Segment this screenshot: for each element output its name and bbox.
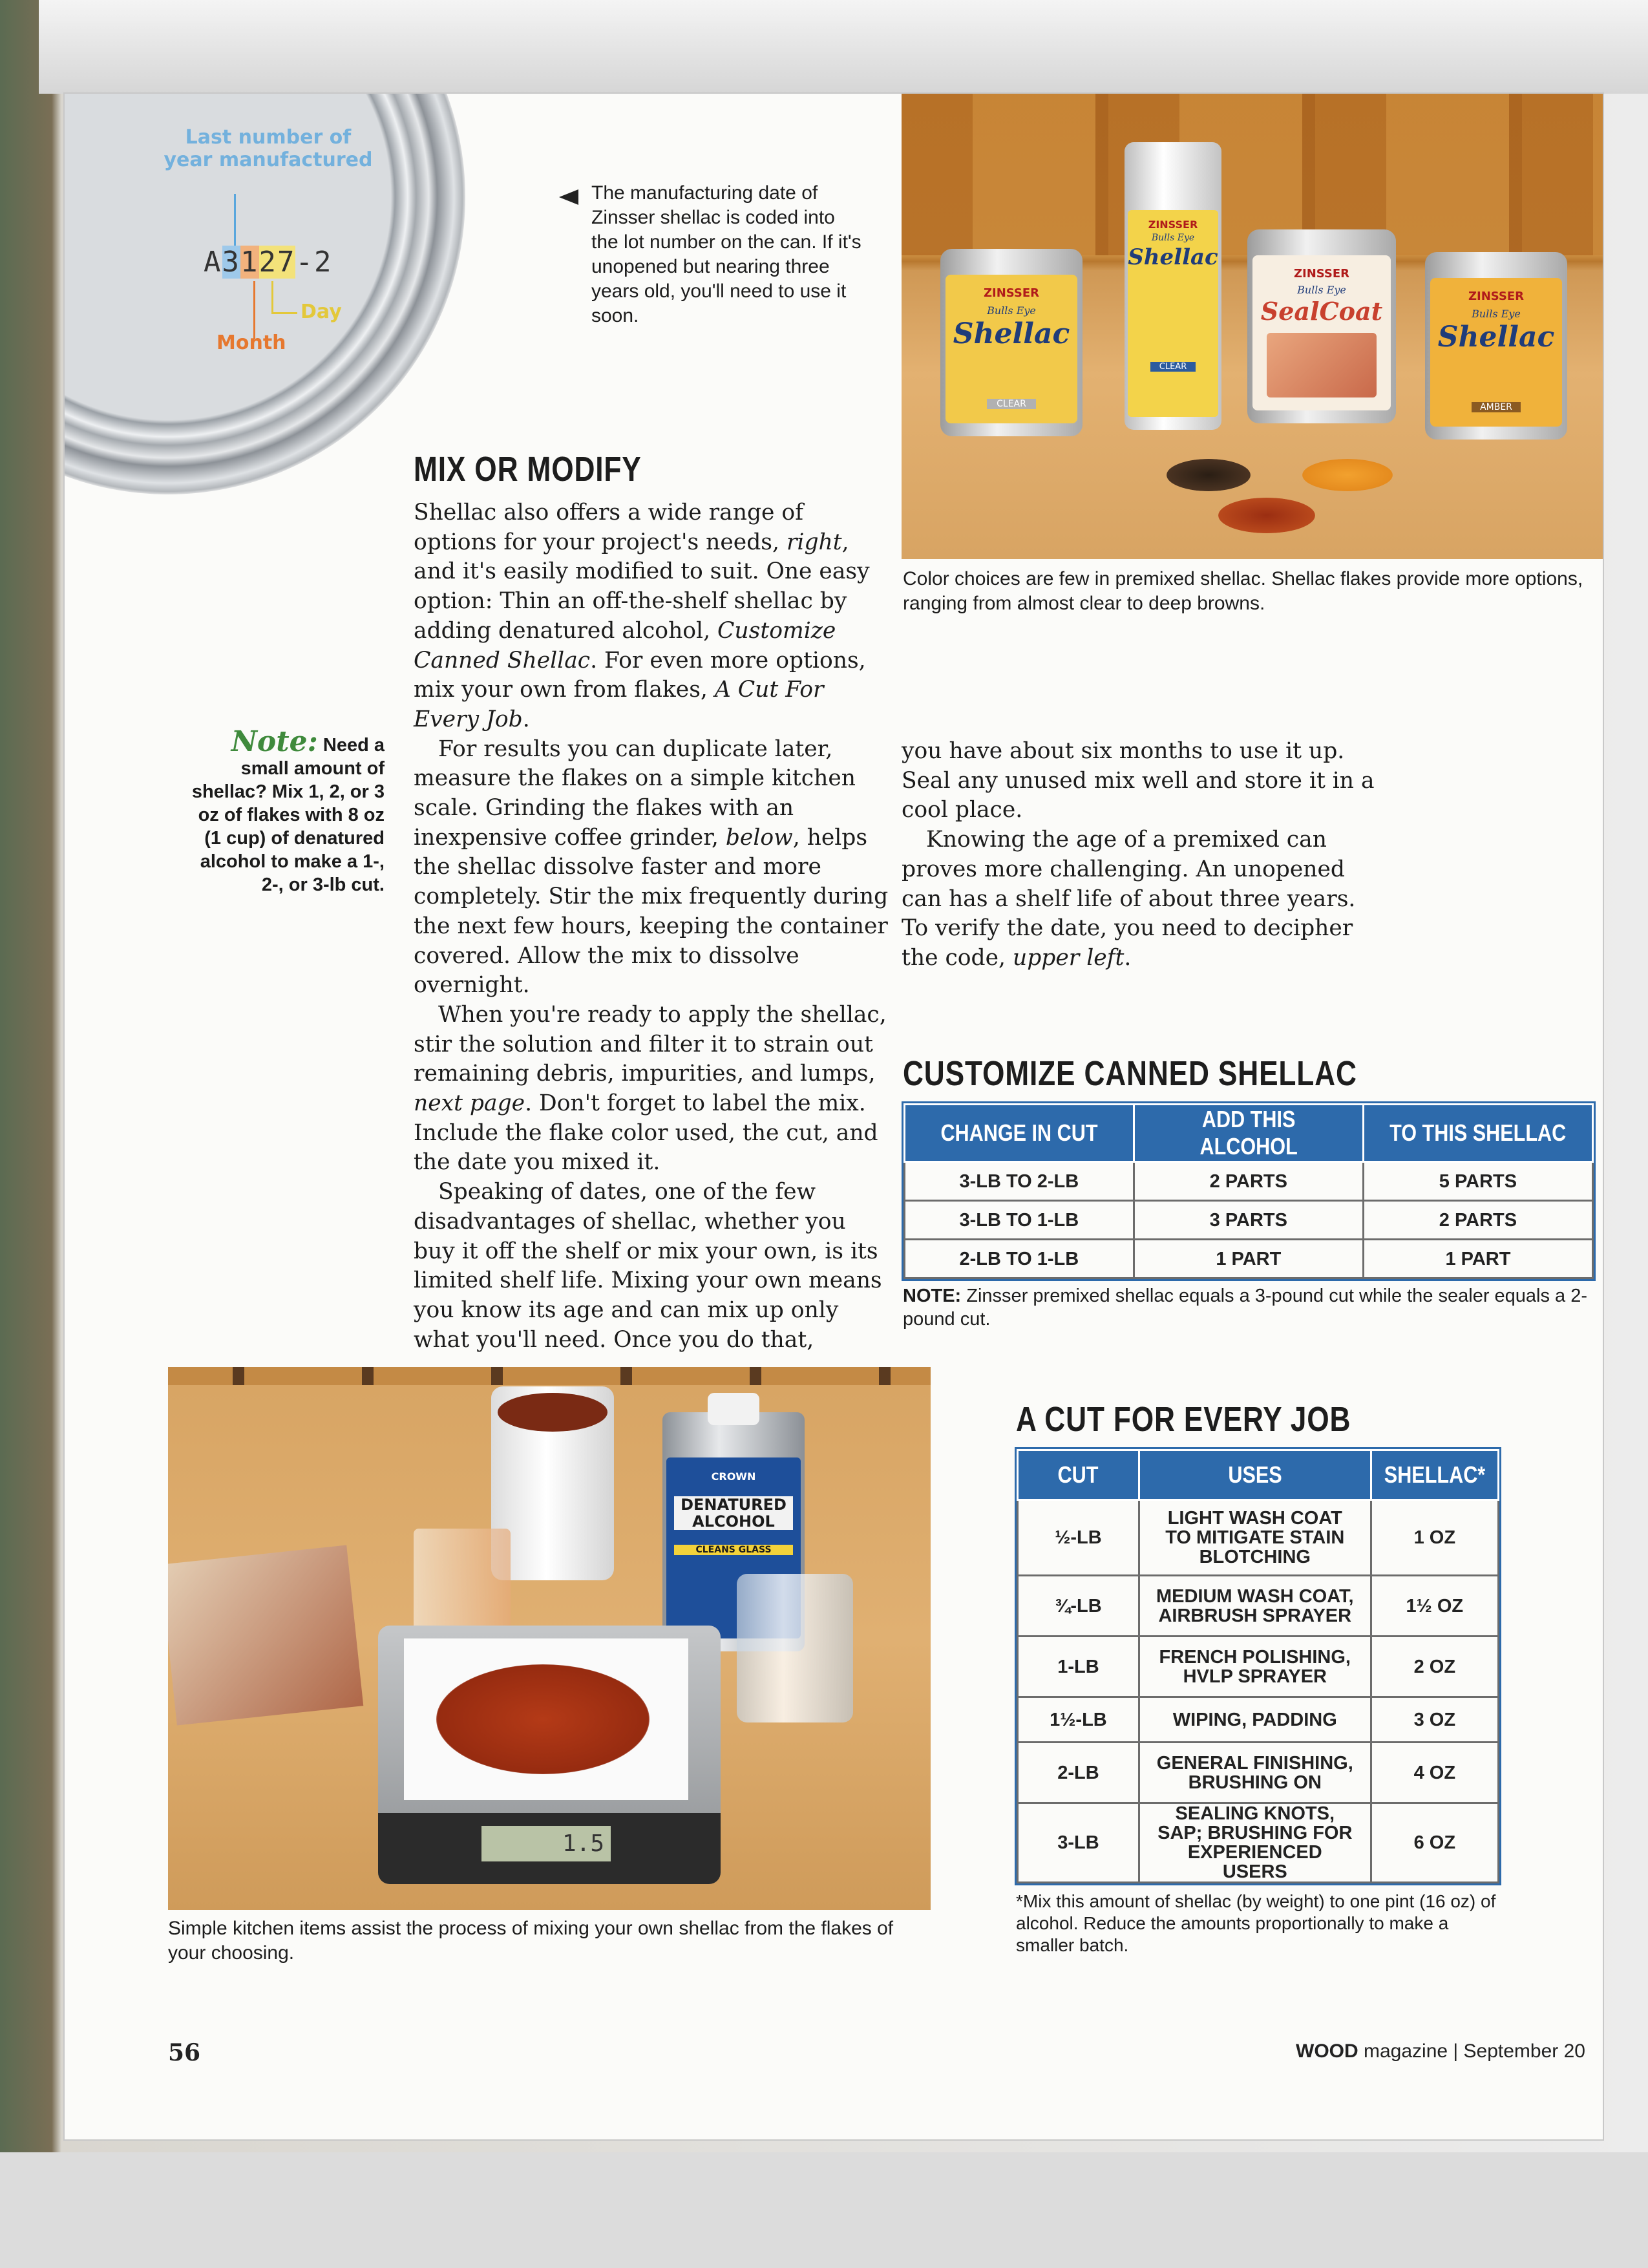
column-header: SHELLAC* — [1371, 1450, 1498, 1500]
kitchen-items-photo — [168, 1367, 931, 1910]
customize-table-note: NOTE: Zinsser premixed shellac equals a 3-pound cut while the sealer equals a 2-pound cut. — [903, 1286, 1588, 1330]
column-header: CHANGE IN CUT — [905, 1105, 1134, 1162]
article-column-2 — [902, 737, 1377, 973]
table-row: 3-LB SEALING KNOTS, SAP; BRUSHING FOR EXPERIENCED USERS 6 OZ — [1018, 1803, 1499, 1883]
bag-of-flakes — [168, 1545, 363, 1726]
table-row: 3-LB TO 2-LB 2 PARTS 5 PARTS — [905, 1162, 1593, 1201]
column-header: ADD THIS ALCOHOL — [1134, 1105, 1363, 1162]
column-header: CUT — [1018, 1450, 1139, 1500]
year-label: Last number of year manufactured — [164, 126, 373, 171]
lot-code-part: 3 — [222, 246, 240, 279]
paragraph-1: Shellac also offers a wide range of options for your project's needs, right, and it's easily modified to suit. One easy option: Thin an off-the-shelf shellac by adding denatured alcohol, Customize Canned Shellac. For even more options, mix your own from flakes, A Cut For Every Job. — [414, 500, 870, 732]
cans-photo-caption: Color choices are few in premixed shellac. Shellac flakes provide more options, ranging from almost clear to deep browns. — [903, 568, 1583, 614]
note-text: Need a small amount of shellac? Mix 1, 2, or 3 oz of flakes with 8 oz (1 cup) of denatured alcohol to make a 1-, 2-, or 3-lb cut. — [191, 735, 385, 895]
table-row: 1½-LB WIPING, PADDING 3 OZ — [1018, 1697, 1499, 1743]
table-header-row — [905, 1105, 1593, 1162]
lot-code-part: -2 — [295, 246, 333, 279]
shellac-spray-can: ZINSSER Bulls Eye Shellac CLEAR — [1125, 142, 1221, 430]
blonde-flakes — [1302, 459, 1393, 491]
shellac-can-clear: ZINSSER Bulls Eye Shellac CLEAR — [940, 249, 1083, 436]
customize-shellac-table — [903, 1103, 1594, 1279]
kitchen-photo-caption: Simple kitchen items assist the process of mixing your own shellac from the flakes of your choosing. — [168, 1918, 894, 1964]
dark-flakes — [1167, 459, 1251, 491]
lot-code-part: A — [204, 246, 222, 279]
magazine-page — [65, 94, 1603, 2139]
day-pointer-line-h — [271, 312, 297, 314]
paragraph-2: For results you can duplicate later, measure the flakes on a simple kitchen scale. Grinding the flakes with an inexpensive coffee grinder, below, helps the shellac dissolve faster and more completely. Stir the mix frequently during the next few hours, keeping the container covered. Allow the mix to dissolve overnight. — [414, 736, 889, 999]
paragraph-3: When you're ready to apply the shellac, stir the solution and filter it to strain out remaining debris, impurities, and lumps, next page. Don't forget to label the mix. Include the flake color used, the cut, and the date you mixed it. — [414, 1001, 887, 1176]
customize-table-title: CUSTOMIZE CANNED SHELLAC — [903, 1054, 1357, 1093]
diagram-caption: The manufacturing date of Zinsser shellac is coded into the lot number on the can. If it's unopened but nearing three years old, you'll need to use it soon. — [591, 182, 861, 326]
table-header-row — [1018, 1450, 1499, 1500]
caption-arrow-icon — [559, 189, 578, 205]
table-row: 2-LB TO 1-LB 1 PART 1 PART — [905, 1240, 1593, 1278]
denatured-alcohol-can: CROWN DENATURED ALCOHOL CLEANS GLASS — [662, 1412, 805, 1651]
day-label: Day — [301, 301, 342, 323]
glass-jar — [737, 1574, 853, 1722]
bench-dogs — [168, 1367, 931, 1385]
scan-top-edge — [39, 0, 1648, 94]
shellac-can-amber: ZINSSER Bulls Eye Shellac AMBER — [1425, 252, 1567, 440]
cut-table-title: A CUT FOR EVERY JOB — [1016, 1400, 1351, 1439]
sealcoat-can: ZINSSER Bulls Eye SealCoat — [1247, 229, 1396, 423]
shellac-cans-photo — [902, 94, 1603, 559]
scale-display: 1.5 — [481, 1826, 611, 1861]
table-row: 3-LB TO 1-LB 3 PARTS 2 PARTS — [905, 1201, 1593, 1240]
paragraph-6: Knowing the age of a premixed can proves more challenging. An unopened can has a shelf life of about three years. To verify the date, you need to decipher the code, upper left. — [902, 827, 1356, 971]
magazine-footer: WOOD magazine | September 20 — [1296, 2040, 1585, 2062]
year-pointer-line — [234, 194, 236, 246]
table-row: 2-LB GENERAL FINISHING, BRUSHING ON 4 OZ — [1018, 1743, 1499, 1803]
glass-cup — [414, 1529, 511, 1638]
kitchen-scale — [378, 1626, 721, 1884]
day-pointer-line-v — [271, 281, 273, 313]
garnet-flakes — [1218, 498, 1315, 533]
table-row: 1-LB FRENCH POLISHING, HVLP SPRAYER 2 OZ — [1018, 1637, 1499, 1697]
article-column-1 — [414, 498, 889, 1355]
cut-for-every-job-table — [1017, 1449, 1499, 1883]
lot-code — [204, 246, 332, 279]
month-label: Month — [217, 332, 286, 354]
section-heading-mix-or-modify: MIX OR MODIFY — [414, 450, 642, 489]
lot-code-part: 1 — [240, 246, 259, 279]
paragraph-4: Speaking of dates, one of the few disadvantages of shellac, whether you buy it off the shelf or mix your own, is its limited shelf life. Mixing your own means you know its age and can mix up only what you'll need. Once you do that, — [414, 1179, 882, 1353]
table-row: ½-LB LIGHT WASH COAT TO MITIGATE STAIN BLOTCHING 1 OZ — [1018, 1500, 1499, 1576]
cut-table-footnote: *Mix this amount of shellac (by weight) to one pint (16 oz) of alcohol. Reduce the amounts proportionally to make a smaller batch. — [1016, 1891, 1496, 1955]
sidebar-note — [191, 725, 385, 896]
month-pointer-line — [253, 281, 255, 339]
column-header: TO THIS SHELLAC — [1363, 1105, 1592, 1162]
note-label: Note: — [231, 725, 318, 758]
table-row: ¾-LB MEDIUM WASH COAT, AIRBRUSH SPRAYER 1½ OZ — [1018, 1576, 1499, 1637]
paragraph-5: you have about six months to use it up. Seal any unused mix well and store it in a cool place. — [902, 738, 1375, 823]
lot-code-part: 27 — [259, 246, 296, 279]
column-header: USES — [1139, 1450, 1371, 1500]
scan-bottom-edge — [0, 2152, 1648, 2268]
page-number: 56 — [168, 2039, 201, 2066]
